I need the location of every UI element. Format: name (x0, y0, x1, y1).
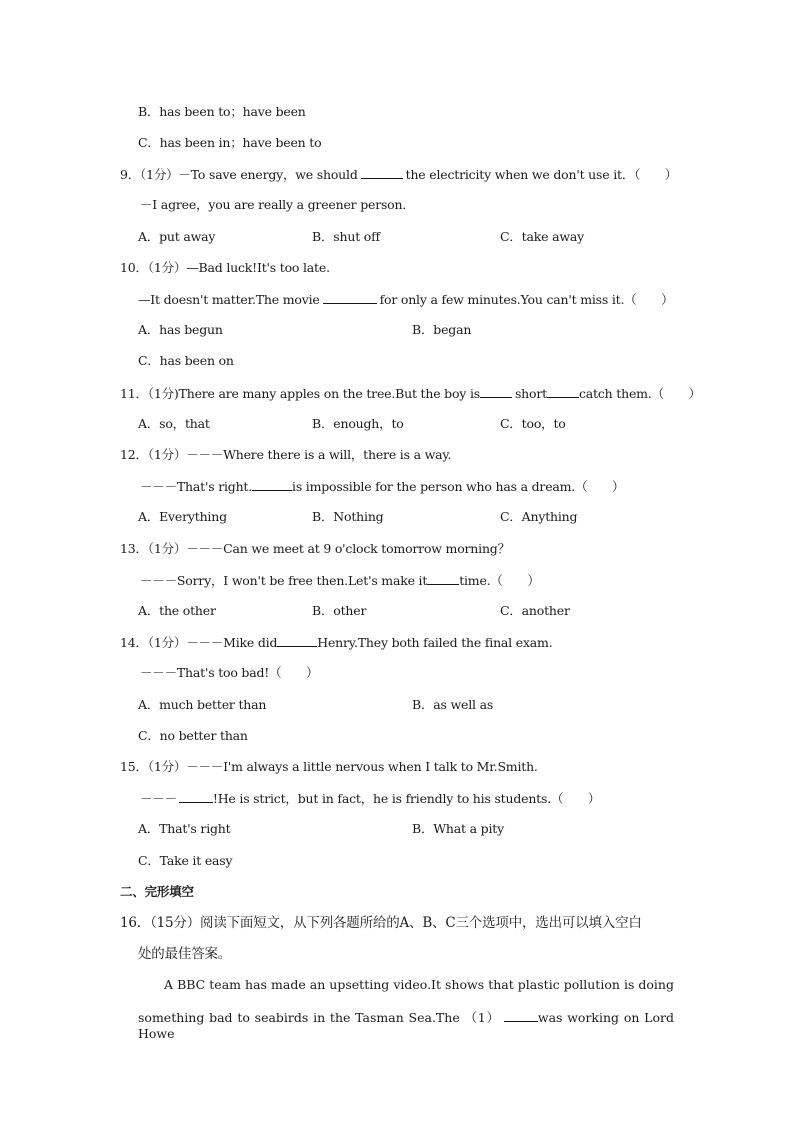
q8-option-b: B．has been to；have been (138, 104, 306, 119)
q12-blank (252, 478, 292, 491)
q13-option-b: B．other (312, 603, 367, 618)
q10-reply-a: —It doesn't matter.The movie (138, 292, 320, 307)
section-title: 二、完形填空 (120, 884, 194, 899)
q15-option-b: B．What a pity (412, 821, 504, 836)
passage-blank-1 (504, 1009, 538, 1022)
q15-reply-b: !He is strict，but in fact，he is friendly to his students.（ ） (212, 791, 601, 806)
q12-option-a: A．Everything (138, 509, 227, 524)
q10-option-b: B．began (412, 322, 472, 337)
q15-blank (179, 790, 213, 803)
q15-stem: 15．（1分）－－－I'm always a little nervous when I talk to Mr.Smith. (120, 759, 538, 774)
q10-blank (323, 291, 377, 304)
q11-blank-1 (480, 385, 512, 398)
q13-reply-b: time.（ ） (459, 573, 540, 588)
q15-reply-a: －－－ (140, 791, 177, 806)
q10-stem: 10．（1分）—Bad luck!It's too late. (120, 260, 330, 275)
q12-reply-b: is impossible for the person who has a dream.（ ） (292, 479, 625, 494)
q14-stem-b: Henry.They both failed the final exam. (317, 635, 553, 650)
q10-option-c: C．has been on (138, 353, 234, 368)
q13-reply (140, 572, 540, 589)
q15-option-c: C．Take it easy (138, 853, 233, 868)
q11-blank-2 (547, 385, 579, 398)
q14-option-a: A．much better than (138, 697, 267, 712)
passage-line-2b: was working on Lord Howe (138, 1010, 674, 1041)
q9-stem-b: the electricity when we don't use it．（ ） (405, 167, 678, 182)
q9-reply: －I agree，you are really a greener person． (140, 197, 415, 212)
passage-line-1: A BBC team has made an upsetting video.It shows that plastic pollution is doing (164, 977, 674, 992)
q11-stem-b: short (514, 386, 547, 401)
q11-stem-c: catch them.（ ） (578, 386, 701, 401)
q11-stem-a: 11．（1分)There are many apples on the tree.But the boy is (120, 386, 480, 401)
q11-stem (120, 385, 701, 402)
q12-stem: 12．（1分）－－－Where there is a will，there is a way. (120, 447, 452, 462)
q16-instruction-line1: 16．（15分）阅读下面短文，从下列各题所给的A、B、C三个选项中，选出可以填入空白 (120, 915, 642, 931)
q15-reply (140, 790, 600, 807)
q12-reply (140, 478, 624, 495)
q16-instruction-line2: 处的最佳答案。 (138, 946, 232, 962)
q11-option-b: B．enough，to (312, 416, 404, 431)
q13-option-a: A．the other (138, 603, 216, 618)
q13-stem: 13．（1分）－－－Can we meet at 9 o'clock tomorrow morning？ (120, 541, 510, 556)
q13-blank (427, 572, 459, 585)
q9-option-a: A．put away (138, 229, 216, 244)
q9-option-c: C．take away (500, 229, 584, 244)
q11-option-c: C．too，to (500, 416, 566, 431)
q14-stem (120, 634, 552, 651)
q9-stem-a: 9．（1分）－To save energy，we should (120, 167, 358, 182)
q12-reply-a: －－－That's right. (140, 479, 253, 494)
q9-option-b: B．shut off (312, 229, 380, 244)
q14-blank (277, 634, 317, 647)
q10-reply (138, 291, 673, 308)
passage-line-2 (138, 1009, 674, 1042)
passage-line-2a: something bad to seabirds in the Tasman Sea.The （1） (138, 1010, 500, 1025)
q14-reply: －－－That's too bad!（ ） (140, 665, 319, 680)
q12-option-b: B．Nothing (312, 509, 384, 524)
q15-option-a: A．That's right (138, 821, 231, 836)
q9-blank (361, 166, 403, 179)
q10-option-a: A．has begun (138, 322, 223, 337)
q13-option-c: C．another (500, 603, 570, 618)
q8-option-c: C．has been in；have been to (138, 135, 322, 150)
q10-reply-b: for only a few minutes.You can't miss it.（ ） (379, 292, 674, 307)
q11-option-a: A．so，that (138, 416, 210, 431)
q14-option-b: B．as well as (412, 697, 494, 712)
q13-reply-a: －－－Sorry，I won't be free then.Let's make it (140, 573, 428, 588)
q9-stem (120, 166, 677, 183)
q12-option-c: C．Anything (500, 509, 578, 524)
q14-stem-a: 14．（1分）－－－Mike did (120, 635, 278, 650)
q14-option-c: C．no better than (138, 728, 248, 743)
